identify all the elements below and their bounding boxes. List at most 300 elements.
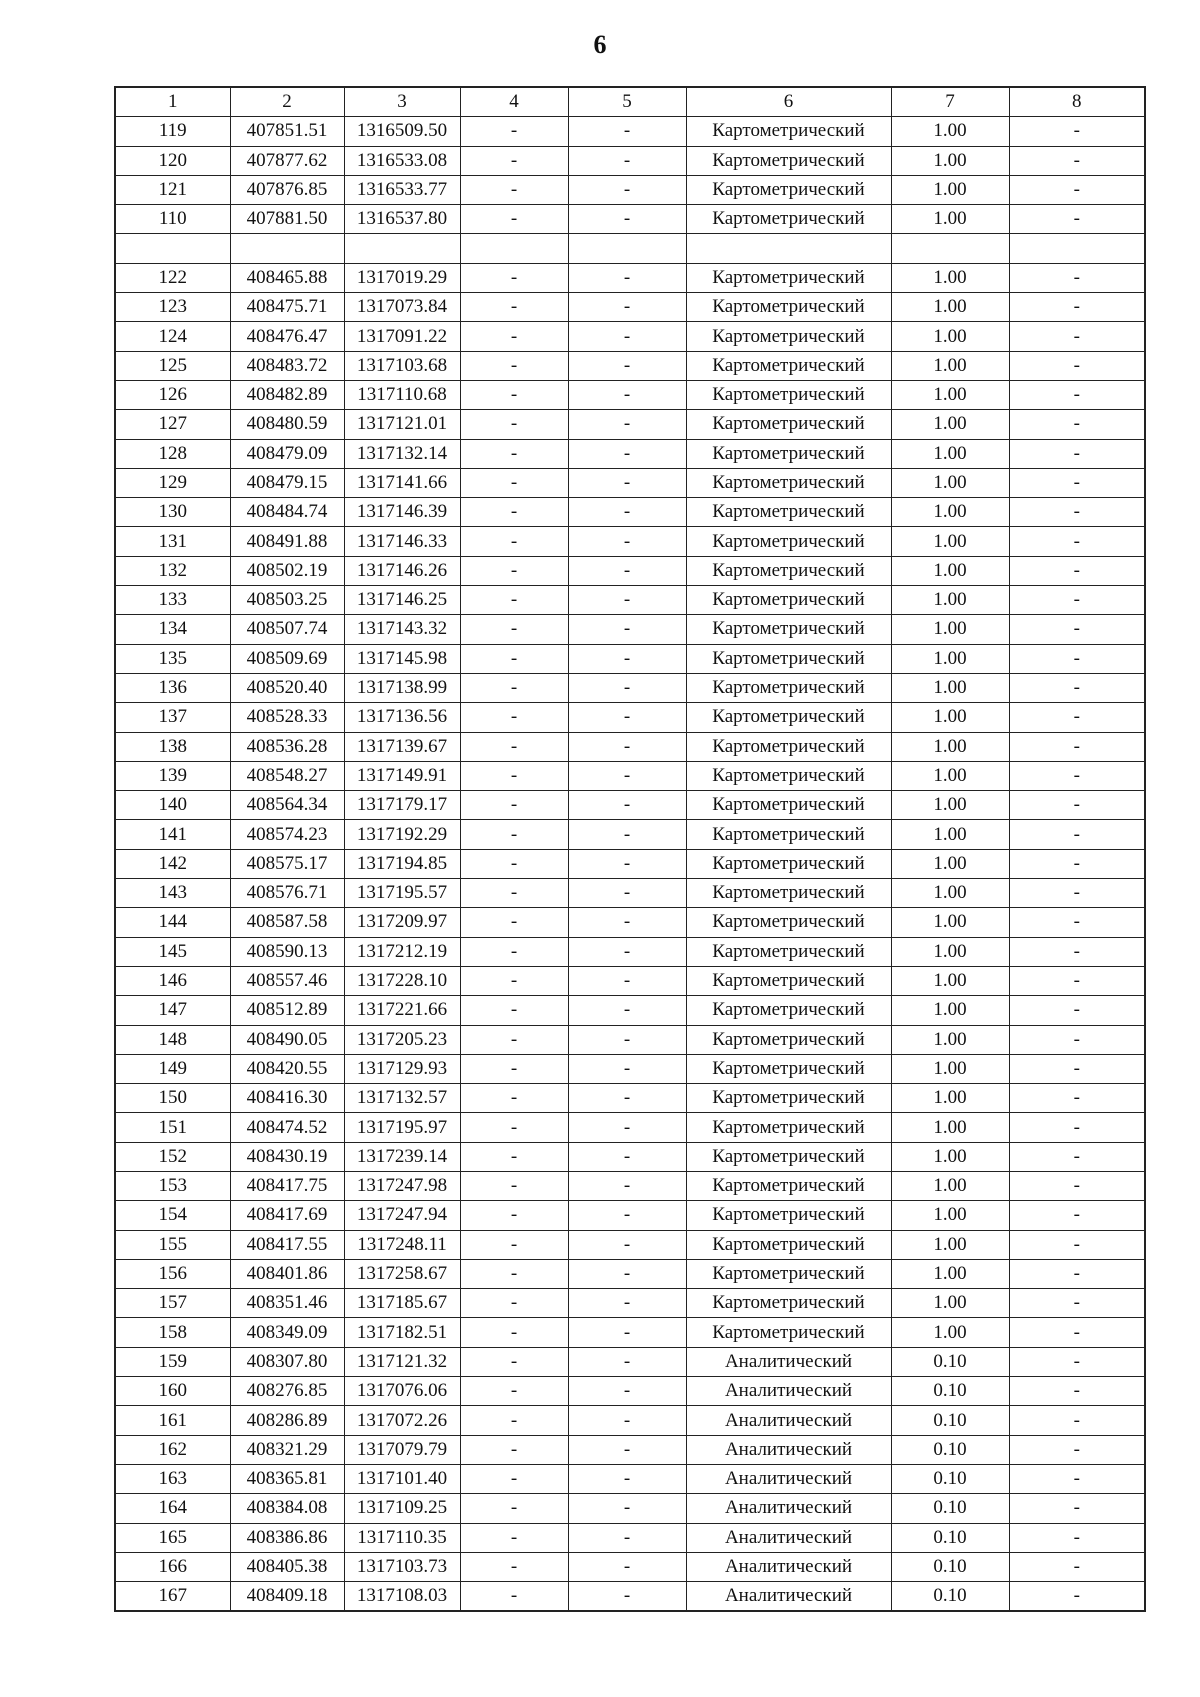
table-cell: 408483.72 [230,351,344,380]
table-cell: - [460,1084,568,1113]
table-cell: - [1009,1201,1145,1230]
table-cell: - [460,703,568,732]
table-cell: - [460,644,568,673]
table-cell: 408507.74 [230,615,344,644]
table-cell: 127 [115,410,230,439]
table-cell: 123 [115,293,230,322]
table-cell: Картометрический [686,380,891,409]
table-cell: - [1009,468,1145,497]
table-cell: - [568,556,686,585]
table-cell: - [1009,937,1145,966]
table-cell: 408417.75 [230,1171,344,1200]
table-cell: 1.00 [891,1084,1009,1113]
table-cell: - [460,1435,568,1464]
table-cell: 408420.55 [230,1054,344,1083]
table-cell [568,234,686,263]
table-cell: 1317195.97 [344,1113,460,1142]
table-cell: 161 [115,1406,230,1435]
table-cell: 408564.34 [230,791,344,820]
table-cell: 0.10 [891,1464,1009,1493]
table-cell: 408512.89 [230,996,344,1025]
table-cell: Картометрический [686,1201,891,1230]
table-cell: - [1009,1582,1145,1612]
table-cell: 1.00 [891,146,1009,175]
table-cell: 1317247.94 [344,1201,460,1230]
table-cell: 160 [115,1377,230,1406]
table-cell: 408480.59 [230,410,344,439]
table-cell: - [460,1494,568,1523]
table-cell: 1317194.85 [344,849,460,878]
table-cell: 166 [115,1552,230,1581]
table-cell: - [1009,966,1145,995]
table-cell: 1.00 [891,410,1009,439]
table-cell: - [460,322,568,351]
table-cell: 1.00 [891,615,1009,644]
table-row [115,761,1145,790]
table-cell: 1.00 [891,996,1009,1025]
table-cell: 1317121.32 [344,1347,460,1376]
table-cell: 408548.27 [230,761,344,790]
table-cell: - [1009,498,1145,527]
table-cell: - [568,146,686,175]
table-cell: - [460,498,568,527]
table-row [115,351,1145,380]
table-cell: 129 [115,468,230,497]
table-cell: 408520.40 [230,673,344,702]
table-cell: Картометрический [686,1230,891,1259]
table-cell: 408430.19 [230,1142,344,1171]
table-cell: Картометрический [686,439,891,468]
table-cell: - [568,410,686,439]
table-cell: 408474.52 [230,1113,344,1142]
table-cell [460,234,568,263]
table-cell: 1.00 [891,1230,1009,1259]
table-cell: - [460,175,568,204]
table-cell: 1317205.23 [344,1025,460,1054]
table-cell [230,234,344,263]
table-cell: 1317079.79 [344,1435,460,1464]
table-row [115,732,1145,761]
table-cell: 408491.88 [230,527,344,556]
table-cell: Картометрический [686,146,891,175]
table-cell: 1317091.22 [344,322,460,351]
table-cell [891,234,1009,263]
table-row [115,879,1145,908]
table-cell: - [568,322,686,351]
table-row [115,1171,1145,1200]
table-cell: Картометрический [686,322,891,351]
table-cell: - [1009,175,1145,204]
table-cell: 408384.08 [230,1494,344,1523]
table-cell: - [460,1259,568,1288]
table-cell: - [460,1201,568,1230]
table-cell: 1.00 [891,732,1009,761]
table-cell: 154 [115,1201,230,1230]
table-cell: - [568,1201,686,1230]
table-cell: Картометрический [686,996,891,1025]
table-cell: 122 [115,263,230,292]
table-cell: 408528.33 [230,703,344,732]
table-cell: - [1009,351,1145,380]
table-cell: 1317110.68 [344,380,460,409]
table-cell: 128 [115,439,230,468]
table-cell: 1.00 [891,586,1009,615]
table-row [115,673,1145,702]
column-header: 7 [891,87,1009,117]
table-cell: 1317146.33 [344,527,460,556]
table-cell: 1317185.67 [344,1289,460,1318]
table-cell: 1.00 [891,644,1009,673]
table-cell: 407877.62 [230,146,344,175]
table-cell: 1.00 [891,966,1009,995]
table-cell: - [460,556,568,585]
table-row [115,380,1145,409]
table-row [115,1025,1145,1054]
table-row [115,205,1145,234]
table-cell: 0.10 [891,1377,1009,1406]
table-row [115,1084,1145,1113]
table-cell: 1.00 [891,1201,1009,1230]
table-cell: - [1009,1435,1145,1464]
table-cell: - [1009,820,1145,849]
table-cell: - [460,615,568,644]
table-cell: 408476.47 [230,322,344,351]
coordinates-table [114,86,1146,1612]
table-cell: 1.00 [891,117,1009,146]
table-row [115,966,1145,995]
table-cell: 408401.86 [230,1259,344,1288]
table-cell: 142 [115,849,230,878]
table-cell: Картометрический [686,1259,891,1288]
table-cell: - [460,1582,568,1612]
table-cell: - [1009,410,1145,439]
table-cell: - [1009,1054,1145,1083]
column-header: 2 [230,87,344,117]
table-cell: - [1009,1171,1145,1200]
table-cell: - [460,410,568,439]
table-cell: 1317146.39 [344,498,460,527]
table-row [115,410,1145,439]
table-cell: - [568,1494,686,1523]
table-cell: 1.00 [891,1259,1009,1288]
table-cell: - [460,996,568,1025]
table-cell: - [1009,879,1145,908]
table-cell: - [568,1406,686,1435]
table-cell: 1317072.26 [344,1406,460,1435]
table-cell: 1317136.56 [344,703,460,732]
table-cell: 165 [115,1523,230,1552]
table-cell: 1317110.35 [344,1523,460,1552]
table-cell: 1.00 [891,1289,1009,1318]
column-header: 4 [460,87,568,117]
table-cell: 0.10 [891,1435,1009,1464]
table-row [115,1201,1145,1230]
table-cell: 1.00 [891,322,1009,351]
table-row [115,820,1145,849]
table-cell: Картометрический [686,1084,891,1113]
table-cell [344,234,460,263]
table-cell: 1.00 [891,937,1009,966]
table-cell: 144 [115,908,230,937]
table-cell: 148 [115,1025,230,1054]
table-row [115,527,1145,556]
table-cell: Картометрический [686,351,891,380]
table-cell: - [568,1435,686,1464]
table-cell: 407881.50 [230,205,344,234]
table-row [115,1259,1145,1288]
table-cell: - [1009,556,1145,585]
column-header: 3 [344,87,460,117]
table-cell: - [568,205,686,234]
table-cell: 1316533.77 [344,175,460,204]
table-cell: - [568,1025,686,1054]
table-cell: Картометрический [686,703,891,732]
table-cell: Аналитический [686,1523,891,1552]
table-cell: - [568,1318,686,1347]
table-row [115,703,1145,732]
table-cell: 0.10 [891,1523,1009,1552]
table-cell: 153 [115,1171,230,1200]
table-cell: - [460,263,568,292]
table-cell: 134 [115,615,230,644]
table-cell: 407876.85 [230,175,344,204]
table-cell: 408479.15 [230,468,344,497]
table-cell: 133 [115,586,230,615]
table-cell: - [1009,117,1145,146]
table-row [115,293,1145,322]
table-cell: 130 [115,498,230,527]
table-cell: 145 [115,937,230,966]
table-cell: 408502.19 [230,556,344,585]
table-cell: - [568,1289,686,1318]
table-cell: - [1009,439,1145,468]
table-cell: - [460,527,568,556]
table-cell: - [460,1025,568,1054]
table-row [115,1435,1145,1464]
table-cell: 408465.88 [230,263,344,292]
table-cell: Картометрический [686,1113,891,1142]
table-cell: Картометрический [686,205,891,234]
table-cell: 1317109.25 [344,1494,460,1523]
table-cell: Картометрический [686,263,891,292]
table-cell: 163 [115,1464,230,1493]
table-cell: Картометрический [686,937,891,966]
table-cell: Картометрический [686,527,891,556]
table-row [115,1289,1145,1318]
table-row [115,1494,1145,1523]
table-cell: 1.00 [891,439,1009,468]
table-cell: - [460,439,568,468]
table-cell: 1.00 [891,673,1009,702]
table-cell: 1317146.25 [344,586,460,615]
table-cell: - [568,820,686,849]
column-header: 6 [686,87,891,117]
table-cell: Картометрический [686,615,891,644]
table-cell: 408349.09 [230,1318,344,1347]
table-cell: - [1009,293,1145,322]
table-row [115,1142,1145,1171]
table-cell: 1.00 [891,498,1009,527]
table-cell: - [1009,673,1145,702]
table-cell: - [1009,1523,1145,1552]
table-cell: 152 [115,1142,230,1171]
table-cell: - [568,439,686,468]
table-cell: 138 [115,732,230,761]
table-row [115,1523,1145,1552]
table-cell: - [1009,1289,1145,1318]
table-cell: - [568,1377,686,1406]
table-cell: 147 [115,996,230,1025]
table-cell: 1317138.99 [344,673,460,702]
table-cell: Аналитический [686,1464,891,1493]
column-header: 5 [568,87,686,117]
table-cell: - [568,644,686,673]
table-cell: - [460,1142,568,1171]
table-cell: - [568,1171,686,1200]
table-cell: 1317192.29 [344,820,460,849]
table-cell: - [568,380,686,409]
table-cell: - [568,175,686,204]
table-cell: 1.00 [891,1318,1009,1347]
table-cell: Аналитический [686,1406,891,1435]
table-row [115,1464,1145,1493]
table-cell: - [460,732,568,761]
table-row [115,849,1145,878]
table-cell: 131 [115,527,230,556]
table-cell: 0.10 [891,1582,1009,1612]
table-cell: - [1009,1318,1145,1347]
table-row [115,644,1145,673]
table-cell: 1.00 [891,527,1009,556]
table-cell: - [460,1318,568,1347]
table-cell: 408509.69 [230,644,344,673]
table-cell: - [1009,205,1145,234]
table-cell: Аналитический [686,1347,891,1376]
table-cell: - [1009,146,1145,175]
table-cell: 1.00 [891,1142,1009,1171]
table-cell: - [1009,703,1145,732]
table-cell: - [460,908,568,937]
table-cell: - [568,879,686,908]
table-cell: - [568,849,686,878]
table-cell: 408475.71 [230,293,344,322]
table-cell: - [568,1523,686,1552]
table-cell: 136 [115,673,230,702]
table-cell: 408574.23 [230,820,344,849]
table-cell: 135 [115,644,230,673]
table-cell: 1.00 [891,380,1009,409]
table-cell: Картометрический [686,966,891,995]
table-cell: 1317209.97 [344,908,460,937]
table-row [115,439,1145,468]
table-cell: 408536.28 [230,732,344,761]
table-cell: 1317103.73 [344,1552,460,1581]
column-header: 8 [1009,87,1145,117]
table-row [115,586,1145,615]
table-cell: 1316537.80 [344,205,460,234]
table-cell: 1317139.67 [344,732,460,761]
table-row [115,937,1145,966]
table-cell: - [460,1113,568,1142]
table-row [115,1113,1145,1142]
table-cell: 1.00 [891,1054,1009,1083]
table-cell: Картометрический [686,586,891,615]
table-cell: 1.00 [891,820,1009,849]
table-cell: - [460,791,568,820]
table-cell: - [568,908,686,937]
page-number: 6 [593,30,607,59]
table-cell: - [568,1259,686,1288]
table-cell: 1316533.08 [344,146,460,175]
table-cell: - [568,527,686,556]
table-cell: - [568,293,686,322]
table-cell: - [568,966,686,995]
table-cell: 1.00 [891,1025,1009,1054]
table-cell: 0.10 [891,1552,1009,1581]
table-cell: - [1009,1259,1145,1288]
table-row [115,234,1145,263]
table-cell: 137 [115,703,230,732]
table-cell: 164 [115,1494,230,1523]
table-cell: - [1009,263,1145,292]
table-cell: - [568,1113,686,1142]
table-cell: - [568,498,686,527]
table-cell: 1.00 [891,175,1009,204]
table-cell: - [1009,996,1145,1025]
table-cell: - [460,1552,568,1581]
table-cell [1009,234,1145,263]
table-cell: 1317179.17 [344,791,460,820]
table-cell: 408490.05 [230,1025,344,1054]
table-cell: Картометрический [686,791,891,820]
table-body [115,87,1145,1611]
table-cell: 408417.69 [230,1201,344,1230]
table-cell: - [568,1230,686,1259]
table-cell: - [1009,1347,1145,1376]
table-cell: 408276.85 [230,1377,344,1406]
table-cell: 1317019.29 [344,263,460,292]
table-cell: 1317141.66 [344,468,460,497]
table-cell: - [460,146,568,175]
table-row [115,1347,1145,1376]
table-cell: Картометрический [686,849,891,878]
table-row [115,1054,1145,1083]
table-cell: 110 [115,205,230,234]
table-cell: 408307.80 [230,1347,344,1376]
table-cell: - [460,966,568,995]
table-cell [686,234,891,263]
table-cell: 1317073.84 [344,293,460,322]
table-cell: 132 [115,556,230,585]
table-cell: 1317239.14 [344,1142,460,1171]
table-row [115,468,1145,497]
table-cell: 1.00 [891,263,1009,292]
table-cell: 408575.17 [230,849,344,878]
table-cell: 143 [115,879,230,908]
table-cell: - [460,1377,568,1406]
table-cell: 407851.51 [230,117,344,146]
table-cell: 0.10 [891,1406,1009,1435]
table-cell: 1.00 [891,1171,1009,1200]
table-cell: - [1009,644,1145,673]
table-cell: Картометрический [686,673,891,702]
table-cell: 167 [115,1582,230,1612]
table-cell: Картометрический [686,1171,891,1200]
table-cell: 0.10 [891,1494,1009,1523]
table-cell: Аналитический [686,1494,891,1523]
table-cell: Картометрический [686,293,891,322]
table-cell: - [1009,586,1145,615]
